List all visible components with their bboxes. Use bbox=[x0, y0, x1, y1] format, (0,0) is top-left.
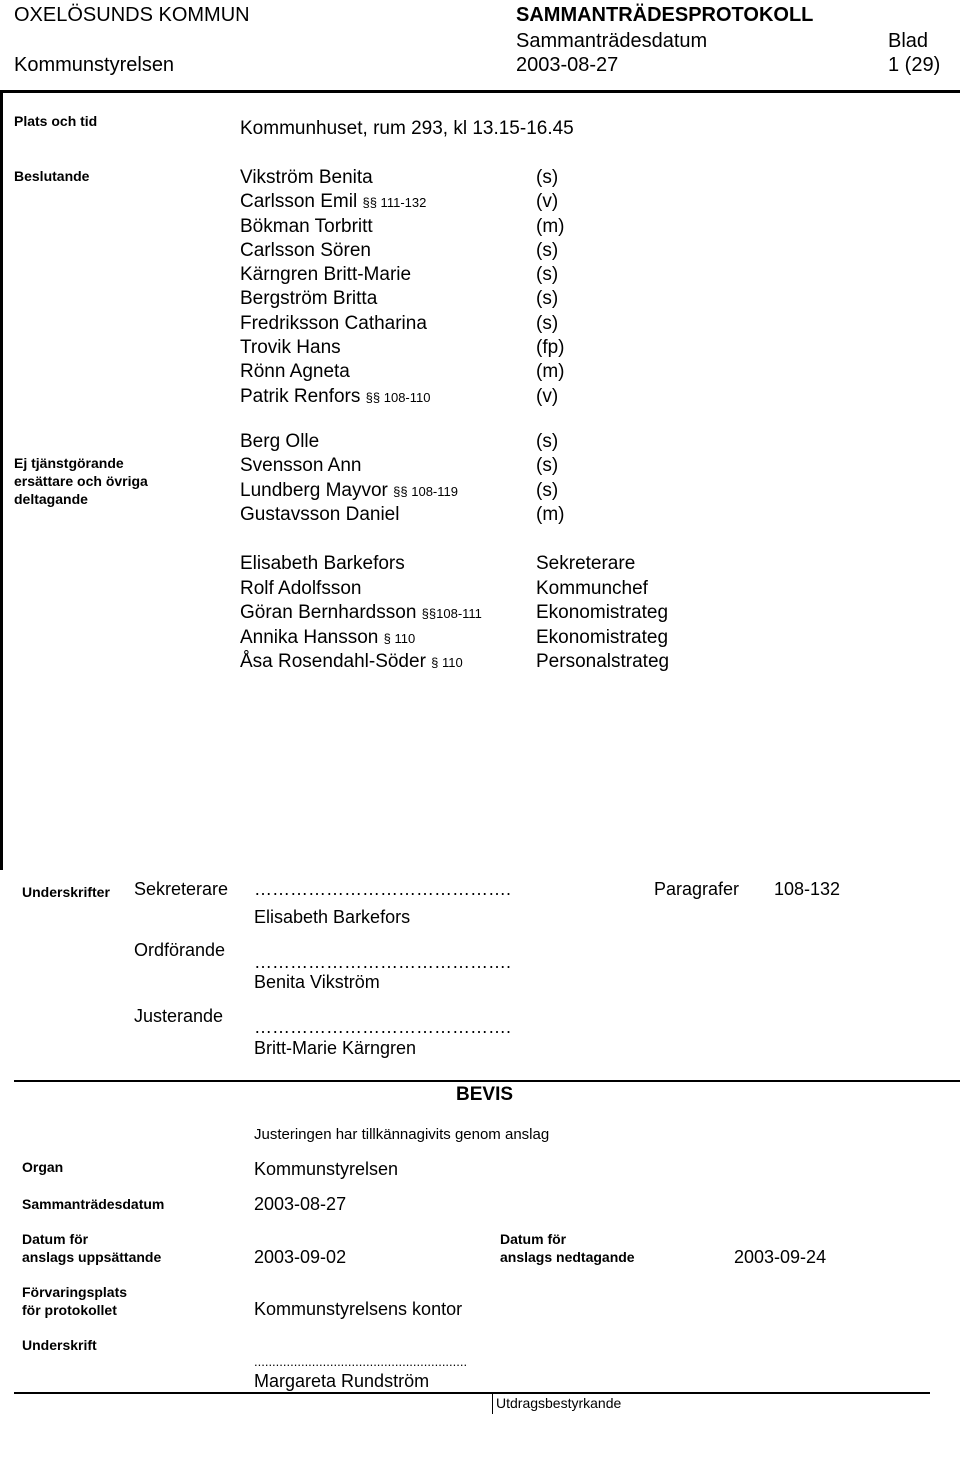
member-party: (s) bbox=[536, 431, 559, 452]
list-item bbox=[240, 215, 640, 239]
signature-label: Underskrift bbox=[22, 1337, 97, 1353]
certification-divider bbox=[492, 1392, 493, 1414]
member-note: §§ 108-119 bbox=[393, 483, 458, 499]
list-item bbox=[240, 601, 700, 626]
page-label: Blad bbox=[888, 30, 929, 52]
document-type: SAMMANTRÄDESPROTOKOLL bbox=[516, 4, 814, 26]
organ-label: Organ bbox=[22, 1159, 64, 1175]
removed-label-2: anslags nedtagande bbox=[500, 1249, 635, 1265]
list-item bbox=[240, 239, 640, 263]
adjuster-name: Britt-Marie Kärngren bbox=[254, 1038, 417, 1058]
member-party: (s) bbox=[536, 288, 559, 310]
person-note: § 110 bbox=[431, 655, 463, 671]
person-name: Rolf Adolfsson bbox=[240, 577, 362, 599]
list-item bbox=[240, 650, 700, 675]
person-name: Göran Bernhardsson bbox=[240, 602, 417, 624]
member-name: Rönn Agneta bbox=[240, 361, 350, 383]
header-rule bbox=[0, 90, 960, 93]
list-item bbox=[240, 626, 700, 651]
list-item bbox=[240, 503, 640, 527]
member-name: Trovik Hans bbox=[240, 337, 341, 359]
person-note: § 110 bbox=[383, 630, 416, 646]
page-number: 1 (29) bbox=[888, 54, 941, 76]
member-note: §§ 108-110 bbox=[365, 389, 431, 405]
member-party: (v) bbox=[536, 385, 559, 407]
member-name: Lundberg Mayvor bbox=[240, 479, 388, 501]
secretary-name: Elisabeth Barkefors bbox=[254, 907, 411, 927]
bevis-intro: Justeringen har tillkännagivits genom anslag bbox=[254, 1126, 550, 1143]
member-name: Berg Olle bbox=[240, 431, 320, 452]
place-value: Kommunhuset, rum 293, kl 13.15-16.45 bbox=[240, 118, 574, 139]
list-item bbox=[240, 479, 640, 503]
list-item bbox=[240, 385, 640, 409]
person-name: Annika Hansson bbox=[240, 626, 379, 648]
member-party: (fp) bbox=[536, 337, 565, 359]
place-label: Plats och tid bbox=[14, 113, 98, 129]
member-name: Patrik Renfors bbox=[240, 385, 361, 407]
storage-label-1: Förvaringsplats bbox=[22, 1284, 128, 1300]
list-item bbox=[240, 454, 640, 478]
list-item bbox=[240, 263, 640, 287]
bottom-rule bbox=[14, 1392, 930, 1394]
list-item bbox=[240, 360, 640, 384]
organ-value: Kommunstyrelsen bbox=[254, 1159, 399, 1179]
bevis-rule bbox=[14, 1080, 960, 1082]
member-party: (m) bbox=[536, 215, 565, 237]
member-name: Gustavsson Daniel bbox=[240, 503, 400, 525]
person-note: §§108-111 bbox=[421, 606, 482, 622]
list-item bbox=[240, 287, 640, 311]
list-item bbox=[240, 166, 640, 190]
secretary-signature-line: ……………………………………. bbox=[254, 879, 512, 899]
adjuster-role: Justerande bbox=[134, 1006, 224, 1026]
chair-name: Benita Vikström bbox=[254, 972, 380, 992]
adjuster-signature-line: ……………………………………. bbox=[254, 1017, 512, 1037]
removed-label-1: Datum för bbox=[500, 1231, 567, 1247]
meeting-date: 2003-08-27 bbox=[516, 54, 619, 76]
beslutande-list bbox=[240, 166, 640, 409]
member-name: Svensson Ann bbox=[240, 455, 362, 477]
left-rule bbox=[0, 93, 3, 870]
paragraphs-range: 108-132 bbox=[774, 879, 841, 899]
bevis-date-label: Sammanträdesdatum bbox=[22, 1196, 165, 1212]
member-name: Vikström Benita bbox=[240, 167, 373, 188]
signer-name: Margareta Rundström bbox=[254, 1371, 430, 1391]
paragraphs-label: Paragrafer bbox=[654, 879, 740, 899]
member-party: (s) bbox=[536, 312, 559, 334]
others-list bbox=[240, 552, 700, 675]
removed-date: 2003-09-24 bbox=[734, 1247, 827, 1267]
secretary-role: Sekreterare bbox=[134, 879, 229, 899]
bevis-date: 2003-08-27 bbox=[254, 1194, 347, 1214]
member-party: (s) bbox=[536, 479, 559, 501]
chair-signature-line: ……………………………………. bbox=[254, 952, 512, 972]
ersattare-list bbox=[240, 430, 640, 527]
member-name: Bergström Britta bbox=[240, 288, 378, 310]
posted-date: 2003-09-02 bbox=[254, 1247, 347, 1267]
person-name: Åsa Rosendahl-Söder bbox=[240, 651, 426, 673]
municipality-name: OXELÖSUNDS KOMMUN bbox=[14, 4, 250, 26]
date-label: Sammanträdesdatum bbox=[516, 30, 708, 52]
person-role: Kommunchef bbox=[536, 577, 648, 599]
posted-label-1: Datum för bbox=[22, 1231, 89, 1247]
member-party: (s) bbox=[536, 239, 559, 261]
member-party: (s) bbox=[536, 167, 559, 188]
member-name: Fredriksson Catharina bbox=[240, 312, 427, 334]
member-party: (s) bbox=[536, 455, 559, 477]
ersattare-label: Ej tjänstgörande ersättare och övriga deltagande bbox=[14, 455, 148, 507]
member-note: §§ 111-132 bbox=[362, 195, 427, 211]
person-role: Personalstrateg bbox=[536, 651, 670, 673]
member-name: Bökman Torbritt bbox=[240, 215, 373, 237]
member-name: Carlsson Sören bbox=[240, 239, 371, 261]
posted-label-2: anslags uppsättande bbox=[22, 1249, 162, 1265]
list-item bbox=[240, 312, 640, 336]
person-name: Elisabeth Barkefors bbox=[240, 553, 405, 574]
storage-value: Kommunstyrelsens kontor bbox=[254, 1299, 463, 1319]
member-name: Kärngren Britt-Marie bbox=[240, 264, 412, 286]
member-party: (m) bbox=[536, 503, 565, 525]
list-item bbox=[240, 190, 640, 214]
member-party: (s) bbox=[536, 264, 559, 286]
bevis-title: BEVIS bbox=[456, 1084, 514, 1105]
organ-name: Kommunstyrelsen bbox=[14, 54, 175, 76]
person-role: Ekonomistrateg bbox=[536, 602, 669, 624]
list-item bbox=[240, 577, 700, 602]
list-item bbox=[240, 336, 640, 360]
member-party: (m) bbox=[536, 361, 565, 383]
list-item bbox=[240, 552, 700, 577]
beslutande-label: Beslutande bbox=[14, 168, 90, 184]
list-item bbox=[240, 430, 640, 454]
person-role: Sekreterare bbox=[536, 553, 636, 574]
storage-label-2: för protokollet bbox=[22, 1302, 117, 1318]
signatures-label: Underskrifter bbox=[22, 884, 110, 900]
member-party: (v) bbox=[536, 191, 559, 213]
signature-dots: ........................................................... bbox=[254, 1354, 468, 1369]
person-role: Ekonomistrateg bbox=[536, 626, 669, 648]
chair-role: Ordförande bbox=[134, 940, 226, 960]
certification-label: Utdragsbestyrkande bbox=[496, 1395, 622, 1411]
member-name: Carlsson Emil bbox=[240, 191, 358, 213]
